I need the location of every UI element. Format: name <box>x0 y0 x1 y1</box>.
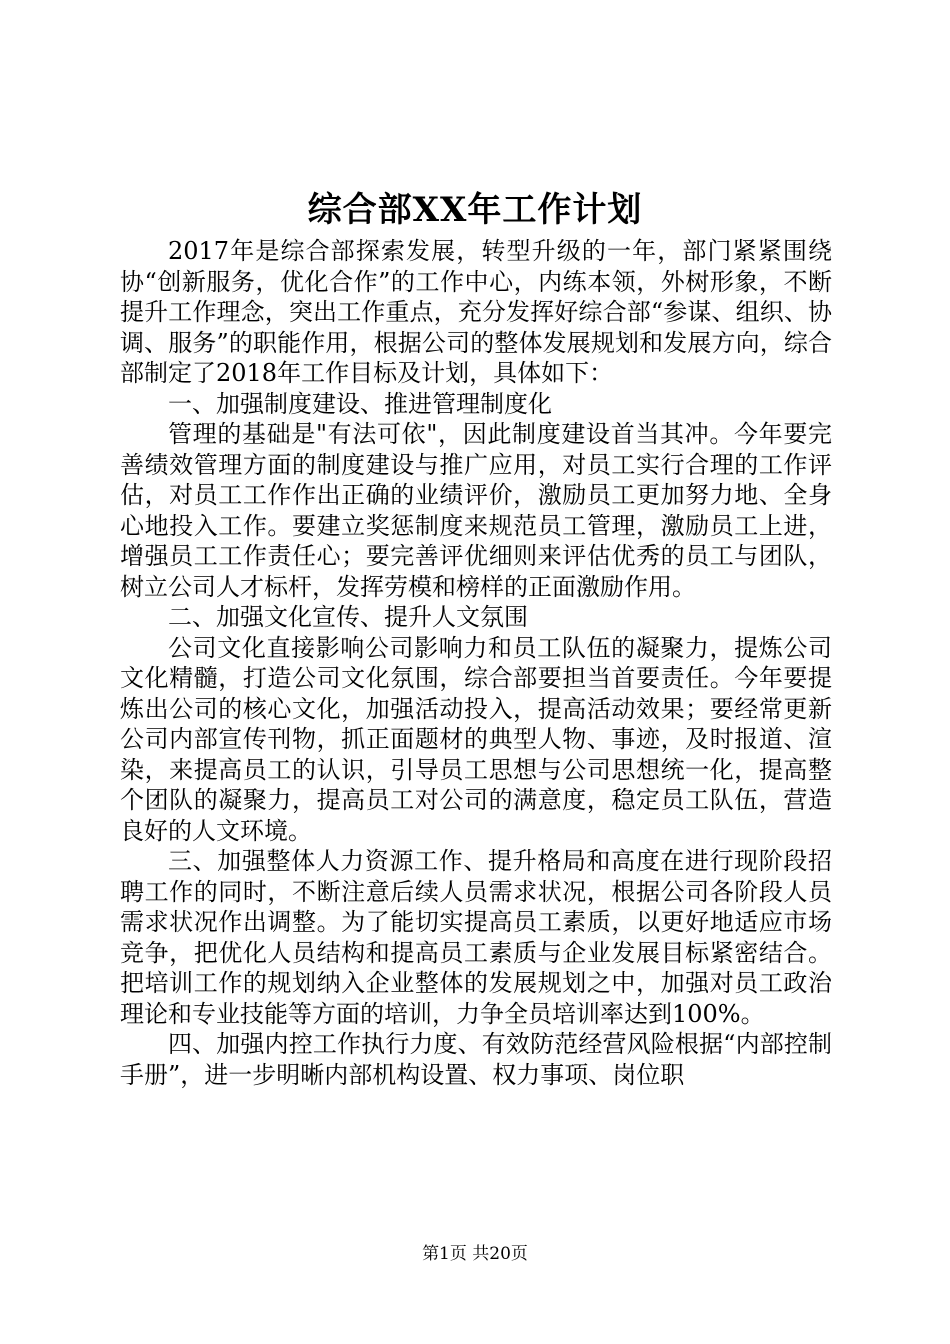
section-heading-2: 二、加强文化宣传、提升人文氛围 <box>168 603 528 631</box>
paragraph-section-2: 公司文化直接影响公司影响力和员工队伍的凝聚力，提炼公司文化精髓，打造公司文化氛围，综合部要担当首要责任。今年要提炼出公司的核心文化，加强活动投入，提高活动效果；要经常更新公司内部宣传刊物，抓正面题材的典型人物、事迹，及时报道、渲染，来提高员工的认识，引导员工思想与公司思想统一化，提高整个团队的凝聚力，提高员工对公司的满意度，稳定员工队伍，营造良好的人文环境。 <box>120 633 832 845</box>
paragraph-section-4: 四、加强内控工作执行力度、有效防范经营风险根据“内部控制手册”，进一步明晰内部机构设置、权力事项、岗位职 <box>120 1030 832 1089</box>
paragraph-section-3: 三、加强整体人力资源工作、提升格局和高度在进行现阶段招聘工作的同时，不断注意后续人员需求状况，根据公司各阶段人员需求状况作出调整。为了能切实提高员工素质，以更好地适应市场竞争，把优化人员结构和提高员工素质与企业发展目标紧密结合。把培训工作的规划纳入企业整体的发展规划之中，加强对员工政治理论和专业技能等方面的培训，力争全员培训率达到100%。 <box>120 847 832 1028</box>
document-body <box>120 236 832 1090</box>
paragraph-section-1: 管理的基础是"有法可依"，因此制度建设首当其冲。今年要完善绩效管理方面的制度建设与推广应用，对员工实行合理的工作评估，对员工工作作出正确的业绩评价，激励员工更加努力地、全身心地投入工作。要建立奖惩制度来规范员工管理，激励员工上进，增强员工工作责任心；要完善评优细则来评估优秀的员工与团队，树立公司人才标杆，发挥劳模和榜样的正面激励作用。 <box>120 420 832 601</box>
page-number-footer: 第1页 共20页 <box>422 1244 528 1264</box>
section-heading-1: 一、加强制度建设、推进管理制度化 <box>168 389 552 418</box>
document-title: 综合部XX年工作计划 <box>307 190 643 230</box>
paragraph-intro: 2017年是综合部探索发展，转型升级的一年，部门紧紧围绕协“创新服务，优化合作”的工作中心，内练本领，外树形象，不断提升工作理念，突出工作重点，充分发挥好综合部“参谋、组织、协调、服务”的职能作用，根据公司的整体发展规划和发展方向，综合部制定了2018年工作目标及计划，具体如下： <box>120 237 832 387</box>
